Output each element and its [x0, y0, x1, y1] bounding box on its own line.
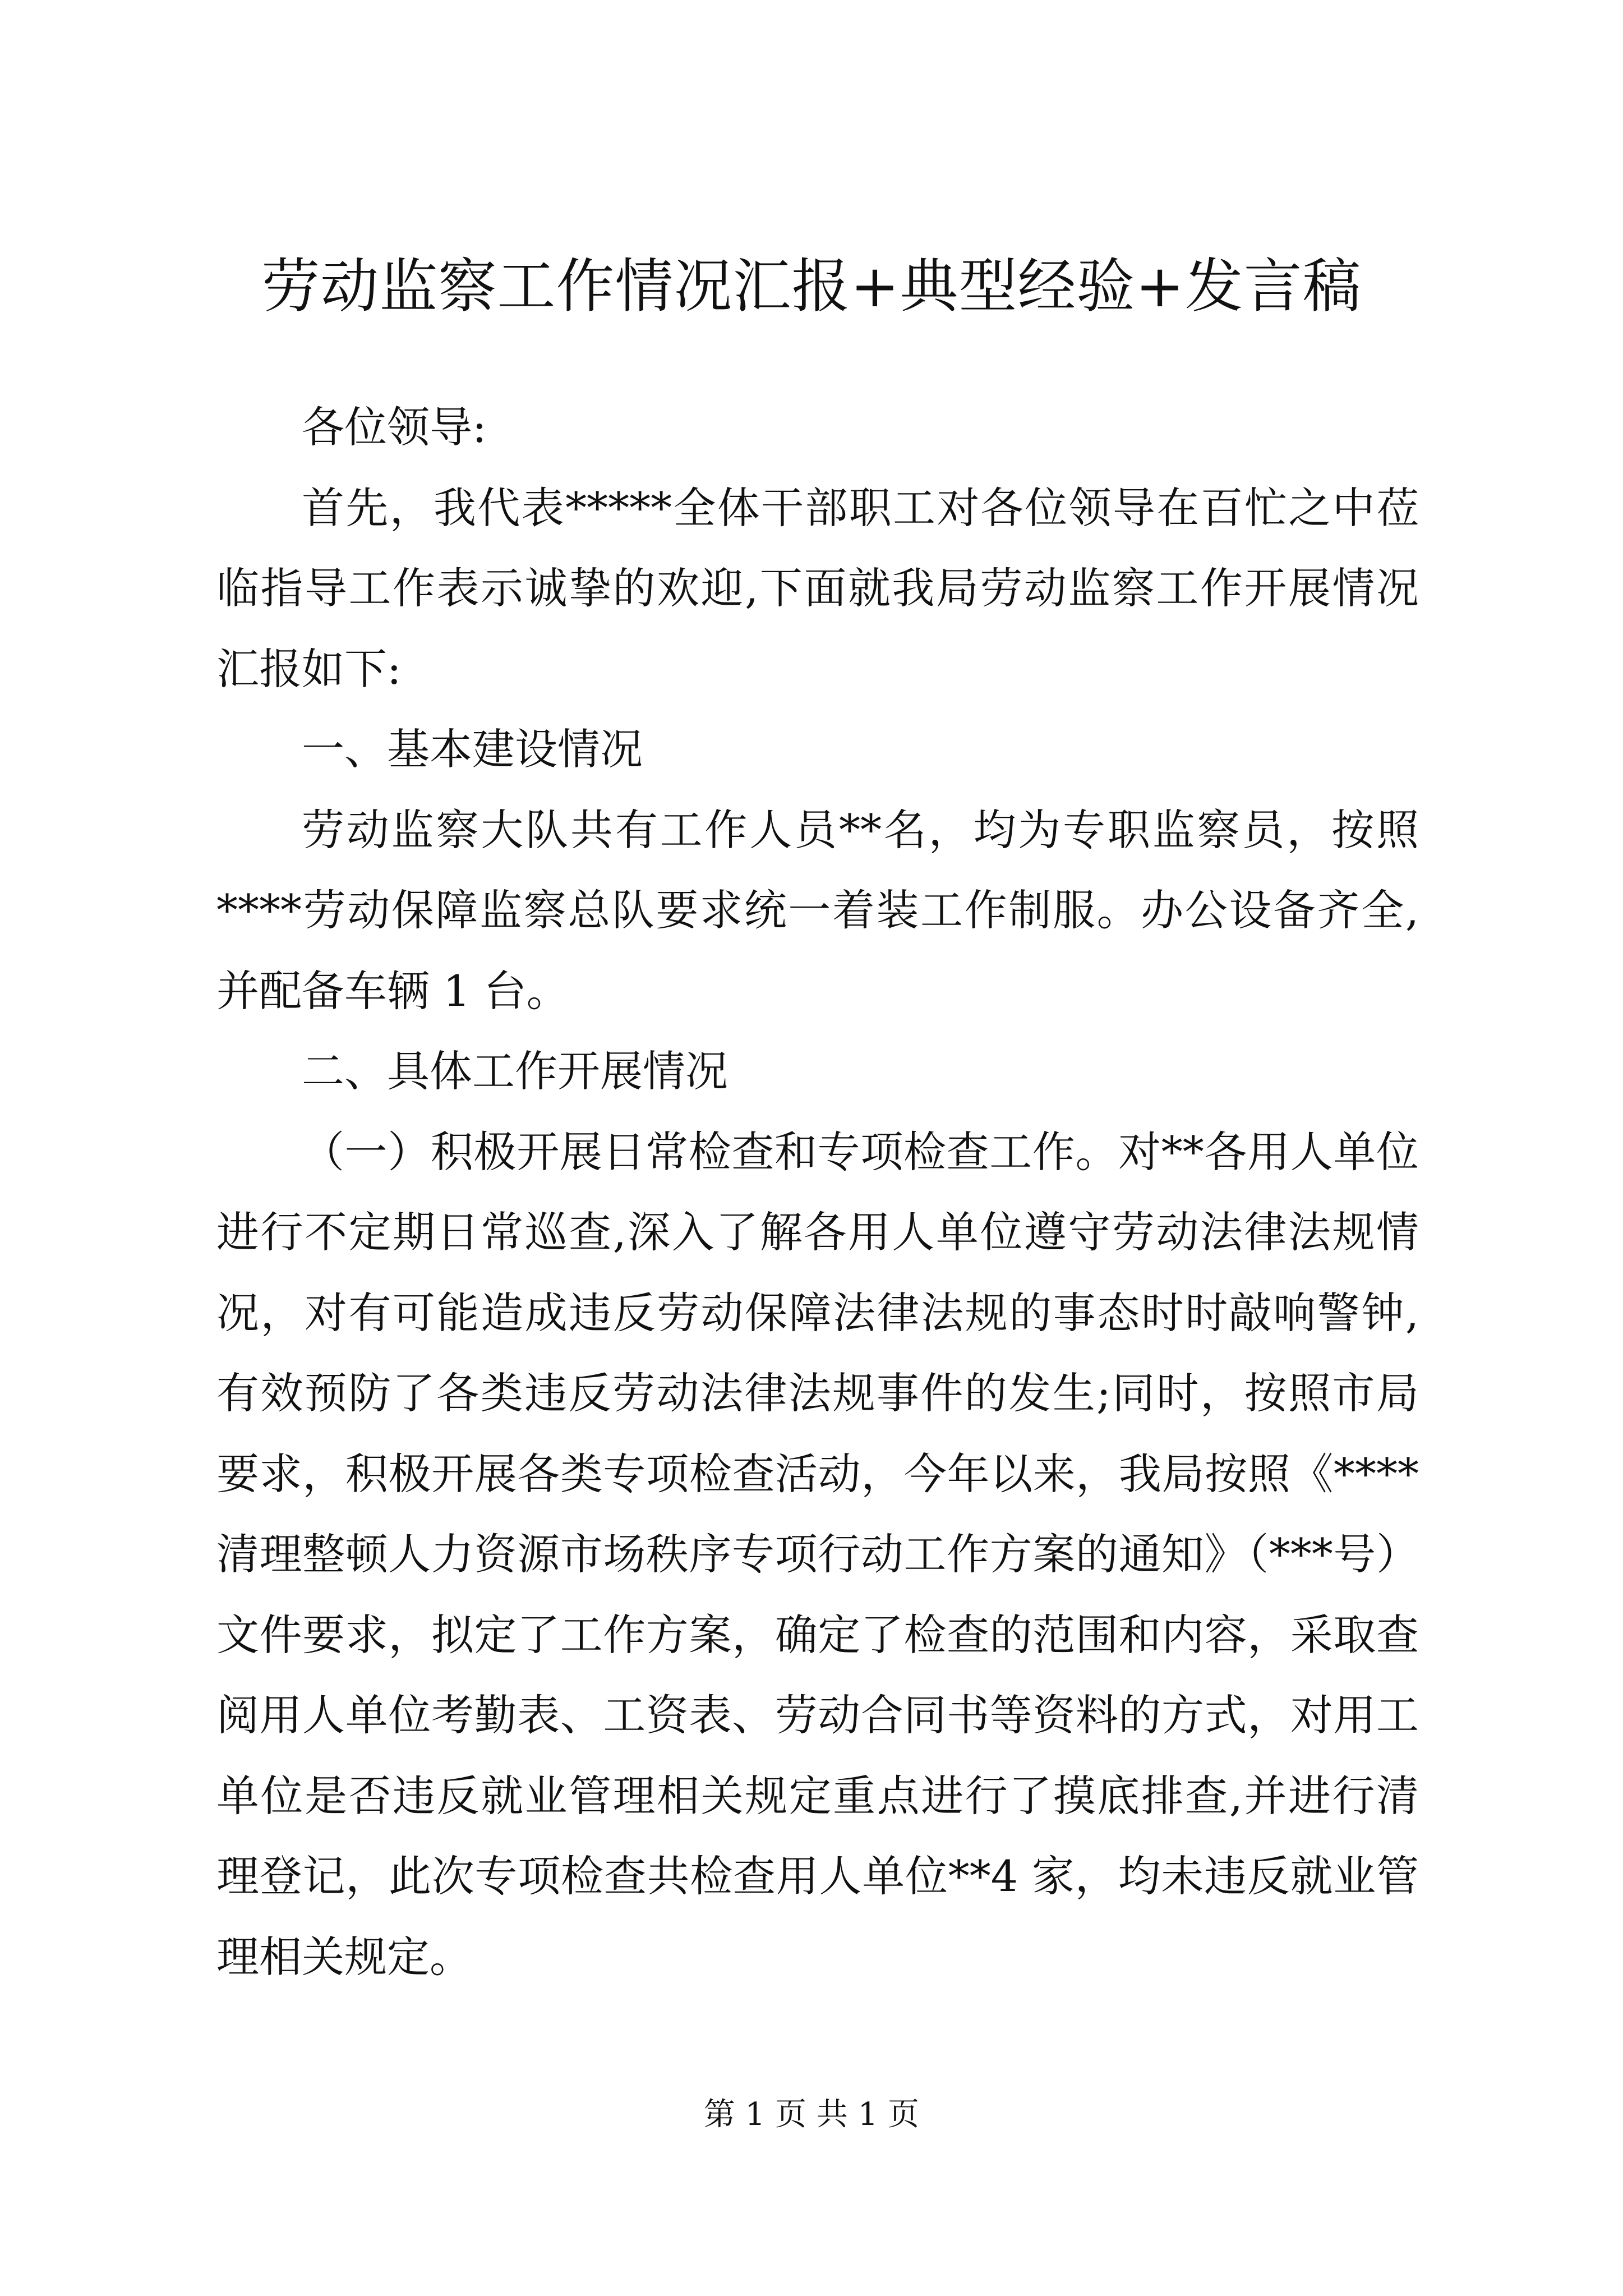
paragraph-line: 理相关规定。 [216, 1931, 472, 1982]
paragraph-line: ****劳动保障监察总队要求统一着装工作制服。办公设备齐全, [216, 885, 1419, 935]
paragraph-line: 要求，积极开展各类专项检查活动，今年以来，我局按照《**** [216, 1448, 1419, 1499]
paragraph-line: 进行不定期日常巡查,深入了解各用人单位遵守劳动法律法规情 [216, 1207, 1419, 1257]
section-heading: 一、基本建设情况 [302, 724, 643, 774]
paragraph-line: 临指导工作表示诚挚的欢迎,下面就我局劳动监察工作开展情况 [216, 563, 1419, 613]
paragraph-line: 文件要求，拟定了工作方案，确定了检查的范围和内容，采取查 [216, 1609, 1419, 1660]
paragraph-line: 阅用人单位考勤表、工资表、劳动合同书等资料的方式，对用工 [216, 1690, 1419, 1740]
paragraph-line: 单位是否违反就业管理相关规定重点进行了摸底排查,并进行清 [216, 1770, 1419, 1821]
paragraph-line: 汇报如下: [216, 643, 402, 694]
paragraph-line: （一）积极开展日常检查和专项检查工作。对**各用人单位 [302, 1126, 1419, 1177]
page-footer: 第 1 页 共 1 页 [703, 2096, 920, 2133]
document-title: 劳动监察工作情况汇报+典型经验+发言稿 [261, 252, 1362, 320]
document-body [216, 387, 1419, 1997]
salutation-line: 各位领导: [302, 402, 487, 452]
paragraph-line: 清理整顿人力资源市场秩序专项行动工作方案的通知》（***号） [216, 1529, 1419, 1579]
paragraph-line: 劳动监察大队共有工作人员**名，均为专职监察员，按照 [302, 804, 1419, 855]
paragraph-line: 况，对有可能造成违反劳动保障法律法规的事态时时敲响警钟, [216, 1287, 1419, 1338]
paragraph-line: 有效预防了各类违反劳动法律法规事件的发生;同时，按照市局 [216, 1368, 1419, 1418]
paragraph-line: 理登记，此次专项检查共检查用人单位**4 家，均未违反就业管 [216, 1851, 1419, 1901]
paragraph-line: 并配备车辆 1 台。 [216, 965, 569, 1016]
paragraph-line: 首先，我代表*****全体干部职工对各位领导在百忙之中莅 [302, 482, 1419, 533]
section-heading: 二、具体工作开展情况 [302, 1046, 728, 1096]
